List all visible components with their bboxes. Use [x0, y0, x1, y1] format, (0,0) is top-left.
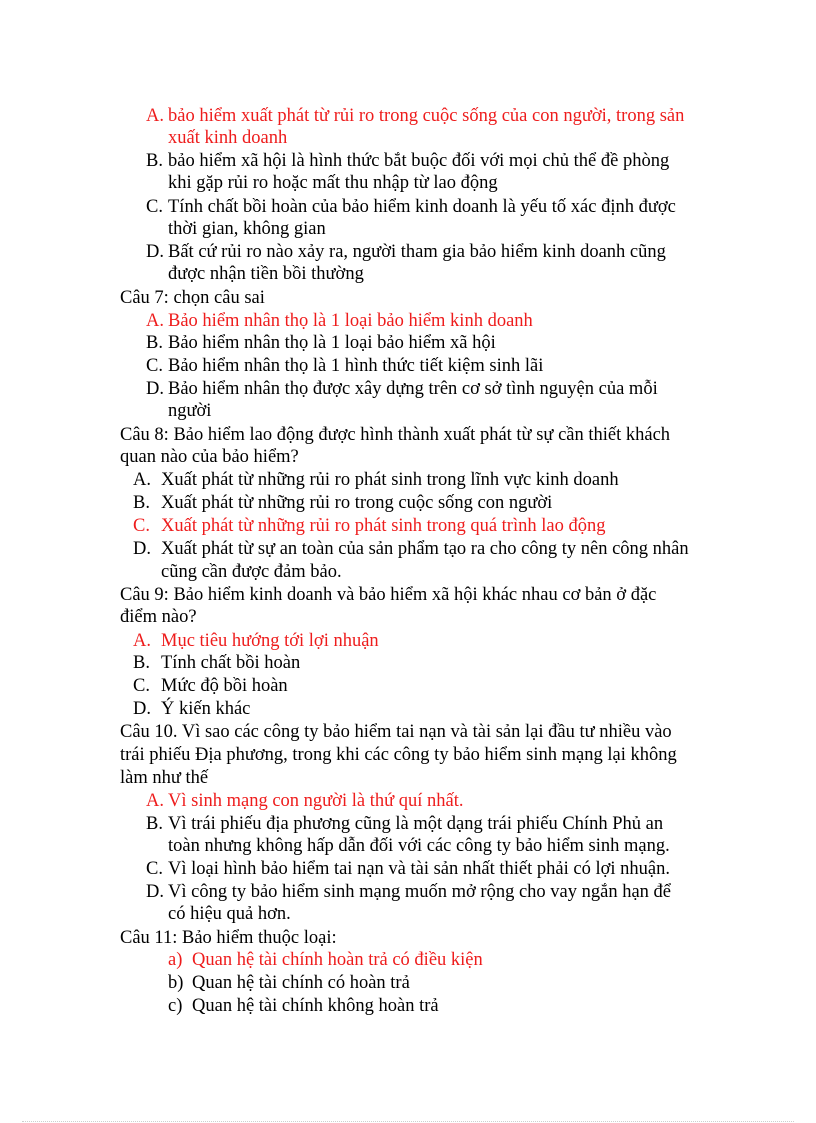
option-text: Bảo hiểm nhân thọ là 1 loại bảo hiểm kinh doanh: [168, 311, 533, 331]
option-label: C.: [146, 356, 163, 376]
q10-option-a: [146, 790, 464, 812]
question-10-title: Câu 10. Vì sao các công ty bảo hiểm tai nạn và tài sản lại đầu tư nhiều vào: [120, 722, 672, 742]
option-label: b): [168, 973, 184, 993]
option-label: D.: [146, 242, 164, 262]
option-text: Vì loại hình bảo hiểm tai nạn và tài sản nhất thiết phải có lợi nhuận.: [168, 859, 670, 879]
question-11-title: Câu 11: Bảo hiểm thuộc loại:: [120, 928, 337, 948]
option-text: Xuất phát từ những rủi ro phát sinh trong quá trình lao động: [161, 516, 606, 536]
option-text: Quan hệ tài chính không hoàn trả: [192, 996, 439, 1016]
option-text: Bảo hiểm nhân thọ là 1 loại bảo hiểm xã hội: [168, 333, 496, 353]
option-text: Bảo hiểm nhân thọ là 1 hình thức tiết kiệm sinh lãi: [168, 356, 544, 376]
q11-option-a: [168, 949, 483, 971]
page-bottom-divider: [22, 1121, 794, 1122]
prev-option-c-cont: thời gian, không gian: [168, 219, 326, 239]
option-text: Bảo hiểm nhân thọ được xây dựng trên cơ sở tình nguyện của mỗi: [168, 379, 658, 399]
option-text: Vì công ty bảo hiểm sinh mạng muốn mở rộng cho vay ngắn hạn để: [168, 882, 672, 902]
option-label: C.: [146, 197, 163, 217]
option-text: Tính chất bồi hoàn: [161, 653, 301, 673]
option-label: C.: [133, 516, 150, 536]
option-text: Vì sinh mạng con người là thứ quí nhất.: [168, 791, 464, 811]
question-9-title-cont: điểm nào?: [120, 607, 197, 627]
option-label: D.: [146, 379, 164, 399]
q10-option-c: [146, 858, 670, 880]
q9-option-a: [133, 630, 379, 652]
option-label: a): [168, 950, 183, 970]
q7-option-a: [146, 310, 533, 332]
q7-option-b: [146, 332, 496, 354]
option-text: Mức độ bồi hoàn: [161, 676, 288, 696]
option-text: Quan hệ tài chính có hoàn trả: [192, 973, 410, 993]
option-label: c): [168, 996, 183, 1016]
option-text: bảo hiểm xã hội là hình thức bắt buộc đối với mọi chủ thể đề phòng: [168, 151, 670, 171]
q10-option-b-cont: toàn nhưng không hấp dẫn đối với các công ty bảo hiểm sinh mạng.: [168, 836, 670, 856]
option-label: D.: [133, 699, 151, 719]
question-10-title-cont-1: trái phiếu Địa phương, trong khi các công ty bảo hiểm sinh mạng lại không: [120, 745, 677, 765]
q10-option-d-cont: có hiệu quả hơn.: [168, 904, 291, 924]
option-label: D.: [146, 882, 164, 902]
q10-option-d: [146, 881, 671, 903]
option-label: A.: [133, 470, 151, 490]
prev-option-c: [146, 196, 676, 218]
option-label: C.: [133, 676, 150, 696]
prev-option-b: [146, 150, 669, 172]
option-label: B.: [146, 151, 163, 171]
option-text: Tính chất bồi hoàn của bảo hiểm kinh doanh là yếu tố xác định được: [168, 197, 676, 217]
option-text: Bất cứ rủi ro nào xảy ra, người tham gia bảo hiểm kinh doanh cũng: [168, 242, 666, 262]
q8-option-c: [133, 515, 605, 537]
prev-option-a-cont: xuất kinh doanh: [168, 128, 288, 148]
prev-option-b-cont: khi gặp rủi ro hoặc mất thu nhập từ lao động: [168, 173, 498, 193]
q8-option-d-cont: cũng cần được đảm bảo.: [161, 562, 342, 582]
q9-option-b: [133, 652, 300, 674]
option-label: B.: [146, 814, 163, 834]
option-label: B.: [146, 333, 163, 353]
option-text: Mục tiêu hướng tới lợi nhuận: [161, 631, 379, 651]
option-label: A.: [146, 791, 164, 811]
option-text: Quan hệ tài chính hoàn trả có điều kiện: [192, 950, 483, 970]
prev-option-d: [146, 241, 666, 263]
option-text: Xuất phát từ những rủi ro trong cuộc sống con người: [161, 493, 553, 513]
option-text: Vì trái phiếu địa phương cũng là một dạng trái phiếu Chính Phủ an: [168, 814, 664, 834]
option-text: Xuất phát từ sự an toàn của sản phẩm tạo ra cho công ty nên công nhân: [161, 539, 689, 559]
question-9-title: Câu 9: Bảo hiểm kinh doanh và bảo hiểm xã hội khác nhau cơ bản ở đặc: [120, 585, 657, 605]
option-text: Ý kiến khác: [161, 699, 251, 719]
option-label: B.: [133, 493, 150, 513]
q10-option-b: [146, 813, 663, 835]
q9-option-d: [133, 698, 250, 720]
option-label: B.: [133, 653, 150, 673]
option-label: C.: [146, 859, 163, 879]
q7-option-d: [146, 378, 658, 400]
question-7-title: Câu 7: chọn câu sai: [120, 288, 265, 308]
question-8-title-cont: quan nào của bảo hiểm?: [120, 447, 299, 467]
prev-option-a: [146, 105, 684, 127]
q8-option-a: [133, 469, 619, 491]
q7-option-c: [146, 355, 543, 377]
question-10-title-cont-2: làm như thế: [120, 768, 209, 788]
option-label: A.: [133, 631, 151, 651]
option-label: A.: [146, 311, 164, 331]
prev-option-d-cont: được nhận tiền bồi thường: [168, 264, 364, 284]
q9-option-c: [133, 675, 288, 697]
option-text: bảo hiểm xuất phát từ rủi ro trong cuộc sống của con người, trong sản: [168, 106, 685, 126]
option-label: D.: [133, 539, 151, 559]
q8-option-b: [133, 492, 552, 514]
option-label: A.: [146, 106, 164, 126]
q7-option-d-cont: người: [168, 401, 212, 421]
question-8-title: Câu 8: Bảo hiểm lao động được hình thành xuất phát từ sự cần thiết khách: [120, 425, 671, 445]
q11-option-b: [168, 972, 410, 994]
q11-option-c: [168, 995, 439, 1017]
q8-option-d: [133, 538, 689, 560]
option-text: Xuất phát từ những rủi ro phát sinh trong lĩnh vực kinh doanh: [161, 470, 619, 490]
